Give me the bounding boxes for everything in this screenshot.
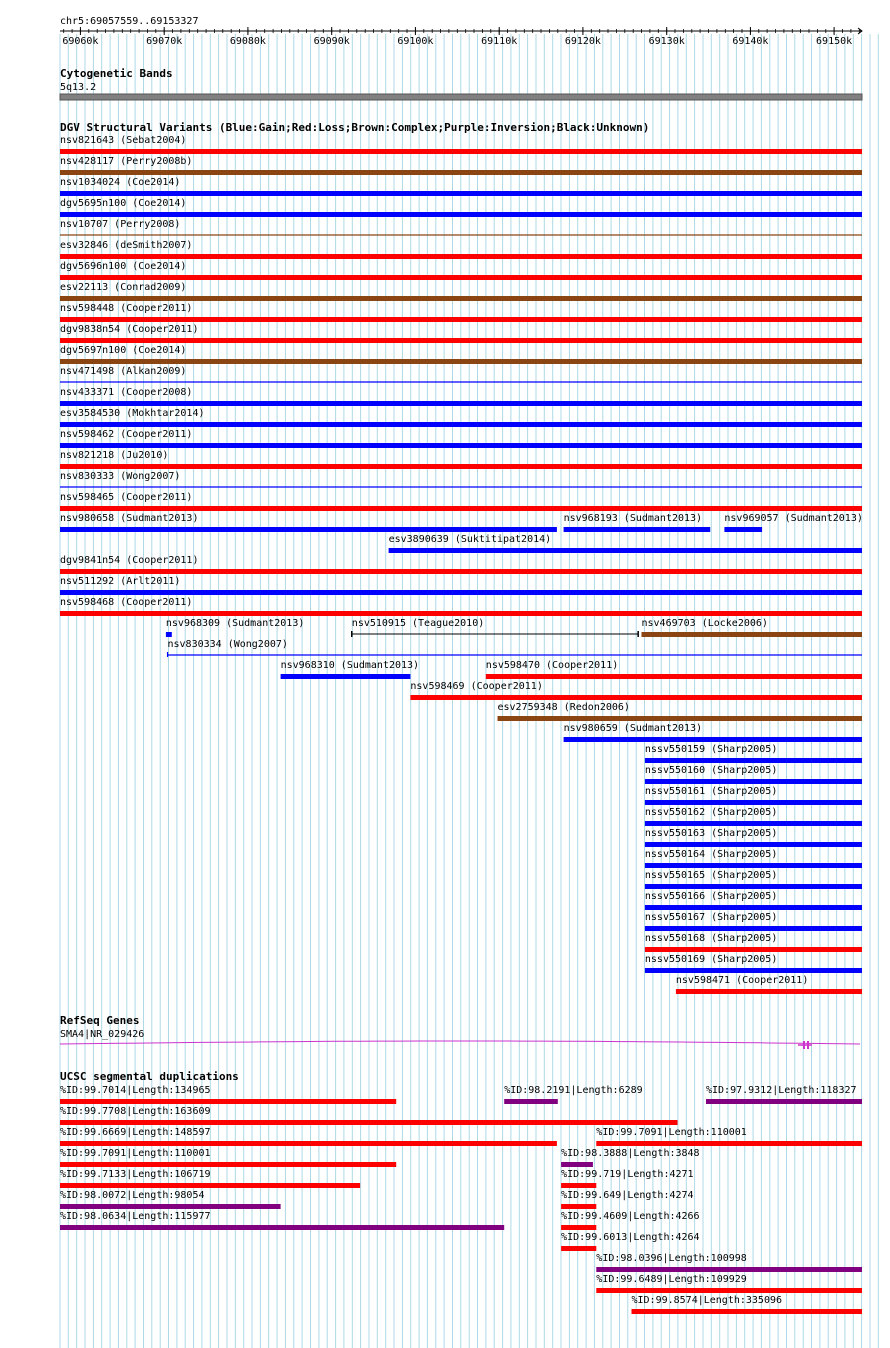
dgv-track-title: DGV Structural Variants (Blue:Gain;Red:Loss;Brown:Complex;Purple:Inversion;Black:Unknown) — [60, 121, 650, 134]
dgv-feature-label: dgv9838n54 (Cooper2011) — [60, 324, 199, 335]
dgv-feature-bar[interactable] — [645, 800, 862, 805]
dgv-feature-bar[interactable] — [645, 926, 862, 931]
dgv-feature-label: nsv968309 (Sudmant2013) — [165, 618, 305, 629]
ruler-tick-label: 69060k — [62, 36, 99, 47]
dgv-feature[interactable] — [486, 660, 862, 679]
segdup-feature[interactable] — [706, 1085, 862, 1104]
segdup-feature-bar[interactable] — [706, 1099, 862, 1104]
dgv-feature-bar[interactable] — [60, 191, 862, 196]
dgv-feature-label: dgv5695n100 (Coe2014) — [60, 198, 187, 209]
segdup-feature[interactable] — [60, 1169, 360, 1188]
dgv-feature-label: nsv428117 (Perry2008b) — [60, 156, 193, 167]
dgv-feature[interactable] — [564, 513, 711, 532]
segdup-feature-label: %ID:99.7091|Length:110001 — [596, 1127, 747, 1138]
dgv-feature[interactable] — [645, 912, 862, 931]
dgv-feature-label: esv3890639 (Suktitipat2014) — [388, 534, 552, 545]
dgv-feature-bar[interactable] — [60, 317, 862, 322]
dgv-feature-bar[interactable] — [645, 968, 862, 973]
dgv-feature-bar[interactable] — [281, 674, 411, 679]
dgv-feature[interactable] — [389, 534, 862, 553]
dgv-feature[interactable] — [645, 870, 862, 889]
dgv-feature-label: nssv550160 (Sharp2005) — [644, 765, 778, 776]
segdup-feature[interactable] — [504, 1085, 642, 1104]
dgv-feature-bar[interactable] — [60, 527, 557, 532]
segdup-feature-label: %ID:98.0396|Length:100998 — [596, 1253, 747, 1264]
dgv-feature-label: nsv471498 (Alkan2009) — [60, 366, 187, 377]
dgv-feature-bar[interactable] — [60, 275, 862, 280]
dgv-feature-bar[interactable] — [60, 338, 862, 343]
cytoband-label: 5q13.2 — [60, 82, 97, 93]
dgv-feature-label: nssv550169 (Sharp2005) — [644, 954, 778, 965]
segdup-feature[interactable] — [596, 1253, 862, 1272]
dgv-feature-label: nssv550165 (Sharp2005) — [644, 870, 778, 881]
segdup-feature-label: %ID:98.3888|Length:3848 — [561, 1148, 700, 1159]
dgv-feature-label: nsv598471 (Cooper2011) — [675, 975, 809, 986]
segdup-feature-label: %ID:97.9312|Length:118327 — [706, 1085, 857, 1096]
position-label: chr5:69057559..69153327 — [60, 16, 199, 27]
dgv-feature[interactable] — [645, 954, 862, 973]
segdup-feature-bar[interactable] — [596, 1288, 862, 1293]
dgv-feature-bar[interactable] — [645, 821, 862, 826]
segdup-feature-bar[interactable] — [561, 1204, 596, 1209]
dgv-feature[interactable] — [645, 765, 862, 784]
segdup-feature[interactable] — [561, 1232, 699, 1251]
dgv-feature-label: dgv9841n54 (Cooper2011) — [60, 555, 199, 566]
dgv-feature-bar[interactable] — [60, 590, 862, 595]
dgv-feature-bar[interactable] — [645, 884, 862, 889]
dgv-features — [60, 135, 863, 994]
segdup-feature[interactable] — [60, 1127, 557, 1146]
ruler-tick-label: 69110k — [481, 36, 518, 47]
dgv-feature-label: nsv830334 (Wong2007) — [167, 639, 288, 650]
dgv-feature[interactable] — [564, 723, 862, 742]
ruler-tick-label: 69090k — [313, 36, 350, 47]
ruler-tick-label: 69140k — [732, 36, 769, 47]
segdup-feature-bar[interactable] — [60, 1225, 504, 1230]
dgv-feature-label: esv3584530 (Mokhtar2014) — [60, 408, 205, 419]
refseq-gene-feature[interactable] — [60, 1041, 860, 1049]
dgv-feature-label: nssv550168 (Sharp2005) — [644, 933, 778, 944]
dgv-feature-bar[interactable] — [60, 506, 862, 511]
dgv-feature-bar[interactable] — [410, 695, 862, 700]
dgv-feature-bar[interactable] — [60, 422, 862, 427]
dgv-feature-bar[interactable] — [60, 569, 862, 574]
segdup-feature-bar[interactable] — [561, 1162, 593, 1167]
dgv-feature[interactable] — [645, 849, 862, 868]
dgv-feature-bar[interactable] — [564, 737, 862, 742]
segdup-feature-label: %ID:99.6013|Length:4264 — [561, 1232, 700, 1243]
segdup-feature-bar[interactable] — [60, 1120, 678, 1125]
dgv-feature-label: dgv5696n100 (Coe2014) — [60, 261, 187, 272]
segdup-feature-label: %ID:98.2191|Length:6289 — [504, 1085, 643, 1096]
dgv-feature[interactable] — [498, 702, 863, 721]
dgv-feature[interactable] — [645, 744, 862, 763]
segdup-feature-bar[interactable] — [60, 1162, 396, 1167]
dgv-feature-bar[interactable] — [645, 863, 862, 868]
dgv-feature-label: nsv598469 (Cooper2011) — [410, 681, 543, 692]
segdup-feature[interactable] — [561, 1211, 699, 1230]
dgv-feature[interactable] — [645, 807, 862, 826]
dgv-feature-label: nsv968193 (Sudmant2013) — [563, 513, 703, 524]
segdup-feature-bar[interactable] — [60, 1099, 396, 1104]
dgv-feature[interactable] — [352, 618, 638, 637]
dgv-feature-label: nssv550161 (Sharp2005) — [644, 786, 778, 797]
segdup-feature-label: %ID:99.649|Length:4274 — [561, 1190, 694, 1201]
dgv-feature[interactable] — [645, 786, 862, 805]
dgv-feature[interactable] — [676, 975, 862, 994]
segdup-feature[interactable] — [60, 1148, 396, 1167]
dgv-feature-bar[interactable] — [60, 464, 862, 469]
dgv-feature-label: nssv550159 (Sharp2005) — [644, 744, 778, 755]
segdup-feature-label: %ID:99.7091|Length:110001 — [60, 1148, 211, 1159]
segdup-feature[interactable] — [60, 1211, 504, 1230]
dgv-feature-label: nsv598462 (Cooper2011) — [60, 429, 193, 440]
dgv-feature-bar[interactable] — [645, 842, 862, 847]
dgv-feature-bar[interactable] — [60, 212, 862, 217]
ruler-tick-label: 69100k — [397, 36, 434, 47]
dgv-feature-bar[interactable] — [645, 758, 862, 763]
dgv-feature-label: esv32846 (deSmith2007) — [60, 240, 193, 251]
dgv-feature-bar[interactable] — [60, 149, 862, 154]
dgv-feature-label: nsv980659 (Sudmant2013) — [563, 723, 703, 734]
dgv-feature-bar[interactable] — [389, 548, 862, 553]
dgv-feature-label: nsv598470 (Cooper2011) — [485, 660, 619, 671]
dgv-feature-label: nsv469703 (Locke2006) — [641, 618, 768, 629]
dgv-feature-label: nsv598468 (Cooper2011) — [60, 597, 193, 608]
segdup-feature-bar[interactable] — [596, 1267, 862, 1272]
segdup-feature-bar[interactable] — [60, 1141, 557, 1146]
dgv-feature-bar[interactable] — [498, 716, 863, 721]
segdup-feature-label: %ID:99.8574|Length:335096 — [631, 1295, 783, 1306]
segdup-feature-bar[interactable] — [60, 1183, 360, 1188]
dgv-feature-bar[interactable] — [60, 359, 862, 364]
dgv-feature-label: nssv550164 (Sharp2005) — [644, 849, 778, 860]
dgv-feature-label: nsv598448 (Cooper2011) — [60, 303, 193, 314]
cytoband-track-title: Cytogenetic Bands — [60, 67, 173, 80]
dgv-feature-label: nsv980658 (Sudmant2013) — [60, 513, 199, 524]
refseq-gene-label: SMA4|NR_029426 — [60, 1029, 145, 1040]
dgv-feature[interactable] — [642, 618, 863, 637]
segdup-feature[interactable] — [596, 1127, 862, 1146]
dgv-feature-bar[interactable] — [486, 674, 862, 679]
segdup-feature-label: %ID:99.719|Length:4271 — [561, 1169, 694, 1180]
dgv-feature-label: nsv821218 (Ju2010) — [60, 450, 169, 461]
dgv-feature-label: nsv10707 (Perry2008) — [60, 219, 181, 230]
dgv-feature-bar[interactable] — [60, 254, 862, 259]
dgv-feature-label: nsv598465 (Cooper2011) — [60, 492, 193, 503]
dgv-feature-bar[interactable] — [60, 401, 862, 406]
dgv-feature[interactable] — [645, 933, 862, 952]
dgv-feature-label: nsv830333 (Wong2007) — [60, 471, 181, 482]
segdup-feature-label: %ID:99.7014|Length:134965 — [60, 1085, 211, 1096]
dgv-feature[interactable] — [168, 639, 863, 657]
dgv-feature-bar[interactable] — [676, 989, 862, 994]
segdup-feature-bar[interactable] — [561, 1246, 596, 1251]
segdup-feature-label: %ID:99.7708|Length:163609 — [60, 1106, 211, 1117]
dgv-feature-bar[interactable] — [60, 170, 862, 175]
segdup-feature-bar[interactable] — [561, 1183, 596, 1188]
dgv-feature-label: esv2759348 (Redon2006) — [497, 702, 630, 713]
dgv-feature-bar[interactable] — [60, 611, 862, 616]
dgv-feature-label: nssv550163 (Sharp2005) — [644, 828, 778, 839]
segdup-feature-label: %ID:98.0072|Length:98054 — [60, 1190, 205, 1201]
dgv-feature-label: dgv5697n100 (Coe2014) — [60, 345, 187, 356]
segdup-feature[interactable] — [60, 1085, 396, 1104]
dgv-feature-label: nsv433371 (Cooper2008) — [60, 387, 193, 398]
dgv-feature-bar[interactable] — [60, 443, 862, 448]
dgv-feature-label: nssv550162 (Sharp2005) — [644, 807, 778, 818]
dgv-feature-label: nsv511292 (Arlt2011) — [60, 576, 181, 587]
dgv-feature-label: nssv550166 (Sharp2005) — [644, 891, 778, 902]
dgv-feature[interactable] — [645, 891, 862, 910]
ruler-tick-label: 69120k — [564, 36, 601, 47]
segdup-track-title: UCSC segmental duplications — [60, 1070, 239, 1083]
segdup-feature[interactable] — [596, 1274, 862, 1293]
dgv-feature-label: nsv510915 (Teague2010) — [351, 618, 485, 629]
dgv-feature[interactable] — [60, 513, 557, 532]
dgv-feature-bar[interactable] — [645, 905, 862, 910]
dgv-feature-label: nsv968310 (Sudmant2013) — [280, 660, 420, 671]
dgv-feature-bar[interactable] — [60, 296, 862, 301]
dgv-feature-label: nsv821643 (Sebat2004) — [60, 135, 187, 146]
dgv-feature-bar[interactable] — [645, 779, 862, 784]
gene-intron-line — [60, 1041, 860, 1044]
segdup-feature-label: %ID:99.6489|Length:109929 — [596, 1274, 747, 1285]
cytoband-bar[interactable] — [60, 94, 862, 100]
segdup-feature-label: %ID:99.6669|Length:148597 — [60, 1127, 211, 1138]
dgv-feature[interactable] — [645, 828, 862, 847]
segdup-feature-bar[interactable] — [561, 1225, 596, 1230]
segdup-feature-label: %ID:98.0634|Length:115977 — [60, 1211, 211, 1222]
segdup-feature[interactable] — [632, 1295, 863, 1314]
segdup-feature-label: %ID:99.4609|Length:4266 — [561, 1211, 700, 1222]
segdup-feature-bar[interactable] — [632, 1309, 863, 1314]
dgv-feature[interactable] — [724, 513, 862, 532]
segdup-feature[interactable] — [60, 1190, 281, 1209]
dgv-feature-bar[interactable] — [642, 632, 863, 637]
ruler-tick-label: 69080k — [229, 36, 266, 47]
segdup-feature-bar[interactable] — [504, 1099, 558, 1104]
segdup-feature-label: %ID:99.7133|Length:106719 — [60, 1169, 211, 1180]
dgv-feature-label: nsv969057 (Sudmant2013) — [724, 513, 863, 524]
dgv-feature-bar[interactable] — [564, 527, 711, 532]
segdup-feature[interactable] — [561, 1148, 699, 1167]
ruler-tick-label: 69070k — [146, 36, 183, 47]
refseq-track-title: RefSeq Genes — [60, 1014, 140, 1027]
dgv-feature-bar[interactable] — [166, 632, 172, 637]
dgv-feature-bar[interactable] — [724, 527, 762, 532]
segdup-feature-bar[interactable] — [596, 1141, 862, 1146]
dgv-feature-label: nsv1034024 (Coe2014) — [60, 177, 181, 188]
dgv-feature-label: nssv550167 (Sharp2005) — [644, 912, 778, 923]
dgv-feature-bar[interactable] — [645, 947, 862, 952]
dgv-feature-label: esv22113 (Conrad2009) — [60, 282, 187, 293]
dgv-feature[interactable] — [281, 660, 419, 679]
segdup-feature-bar[interactable] — [60, 1204, 281, 1209]
ruler-tick-label: 69130k — [648, 36, 685, 47]
ruler-tick-label: 69150k — [816, 36, 853, 47]
